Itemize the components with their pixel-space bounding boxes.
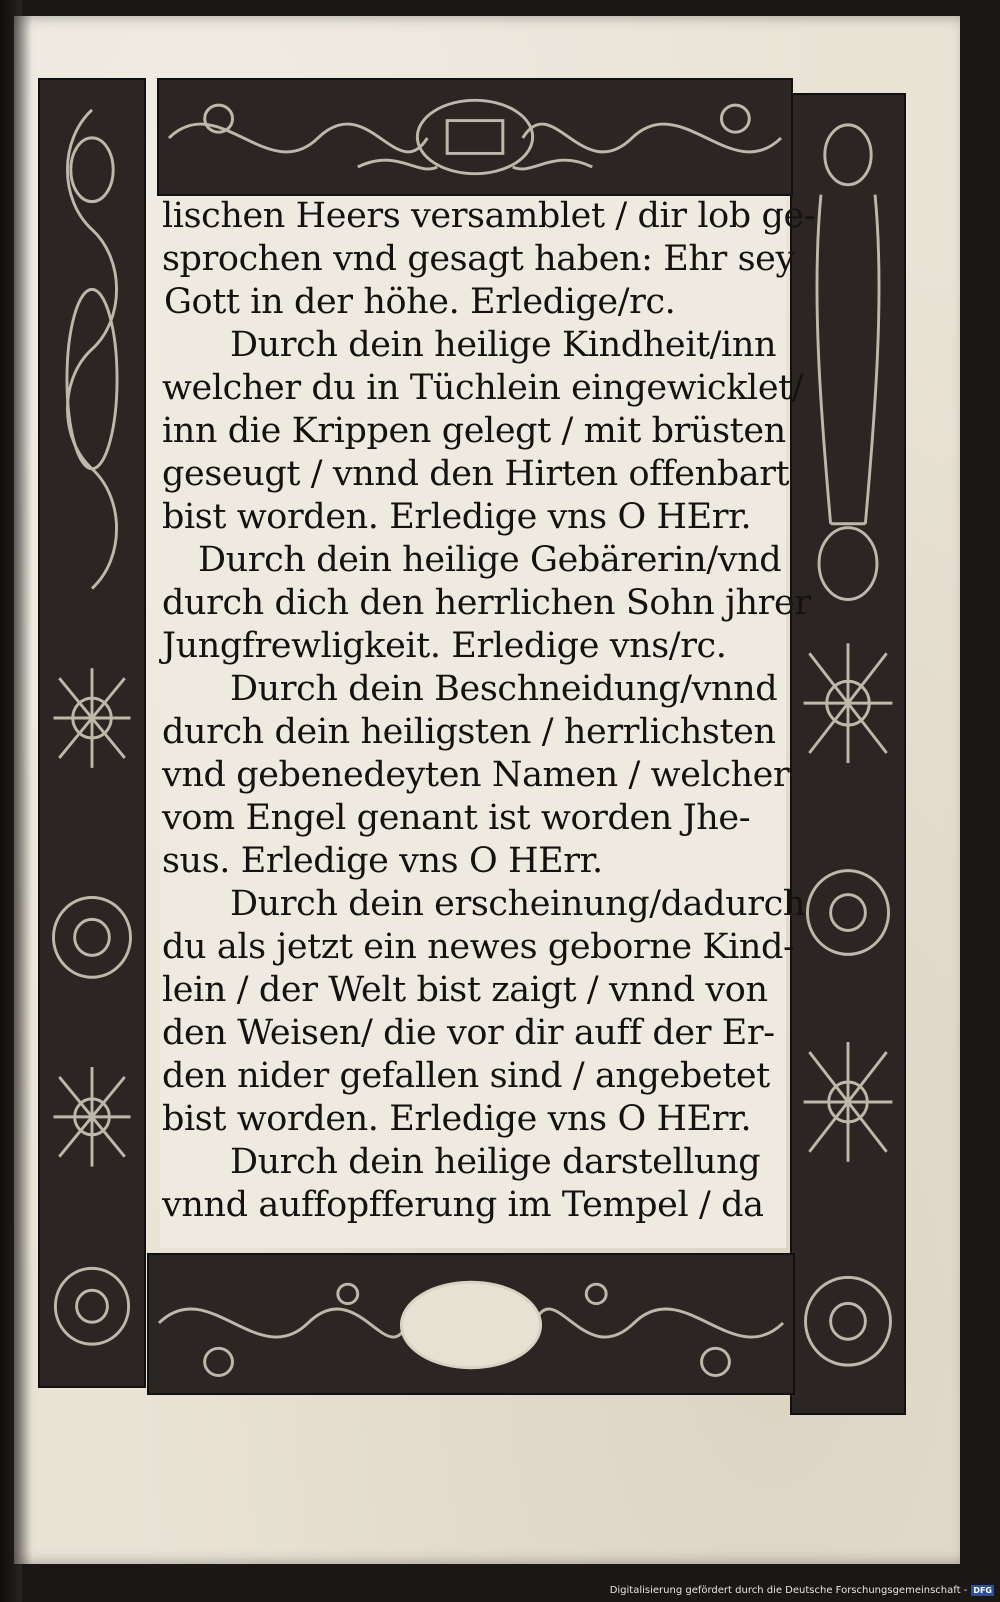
text-line: Durch dein heilige Gebärerin/vnd — [198, 540, 782, 580]
credit-text: Digitalisierung gefördert durch die Deutsche Forschungsgemeinschaft - — [609, 1585, 968, 1596]
text-line: den Weisen/ die vor dir auff der Er- — [162, 1013, 775, 1053]
text-line: lein / der Welt bist zaigt / vnnd von — [162, 970, 768, 1010]
text-line: sus. Erledige vns O HErr. — [162, 841, 603, 881]
text-line: Gott in der höhe. Erledige/rc. — [164, 282, 676, 322]
text-line: inn die Krippen gelegt / mit brüsten — [162, 411, 786, 451]
text-line: bist worden. Erledige vns O HErr. — [162, 1099, 752, 1139]
text-line: vnnd auffopfferung im Tempel / da — [162, 1185, 764, 1225]
text-block — [160, 196, 816, 1248]
text-line: durch dein heiligsten / herrlichsten — [162, 712, 776, 752]
text-line: durch dich den herrlichen Sohn jhrer — [162, 583, 811, 623]
text-line: den nider gefallen sind / angebetet — [162, 1056, 770, 1096]
page-gutter-shadow — [14, 16, 32, 1564]
dfg-logo-icon: DFG — [973, 1586, 992, 1595]
text-line: Durch dein heilige Kindheit/inn — [230, 325, 777, 365]
text-line: Durch dein Beschneidung/vnnd — [230, 669, 778, 709]
text-line: sprochen vnd gesagt haben: Ehr sey — [162, 239, 795, 279]
text-line: bist worden. Erledige vns O HErr. — [162, 497, 752, 537]
woodcut-border-top — [157, 78, 793, 196]
woodcut-border-bottom — [147, 1253, 795, 1395]
text-line: Durch dein heilige darstellung — [230, 1142, 761, 1182]
text-line: Durch dein erscheinung/dadurch — [230, 884, 805, 924]
text-line: du als jetzt ein newes geborne Kind- — [162, 927, 795, 967]
digitization-credit — [610, 1585, 994, 1596]
text-line: geseugt / vnnd den Hirten offenbart — [162, 454, 790, 494]
text-line: welcher du in Tüchlein eingewicklet/ — [162, 368, 804, 408]
text-line: vom Engel genant ist worden Jhe- — [162, 798, 751, 838]
woodcut-border-left — [38, 78, 146, 1388]
text-line: vnd gebenedeyten Namen / welcher — [162, 755, 790, 795]
text-line: lischen Heers versamblet / dir lob ge- — [162, 196, 816, 236]
text-line: Jungfrewligkeit. Erledige vns/rc. — [162, 626, 727, 666]
woodcut-border-right — [790, 93, 906, 1415]
